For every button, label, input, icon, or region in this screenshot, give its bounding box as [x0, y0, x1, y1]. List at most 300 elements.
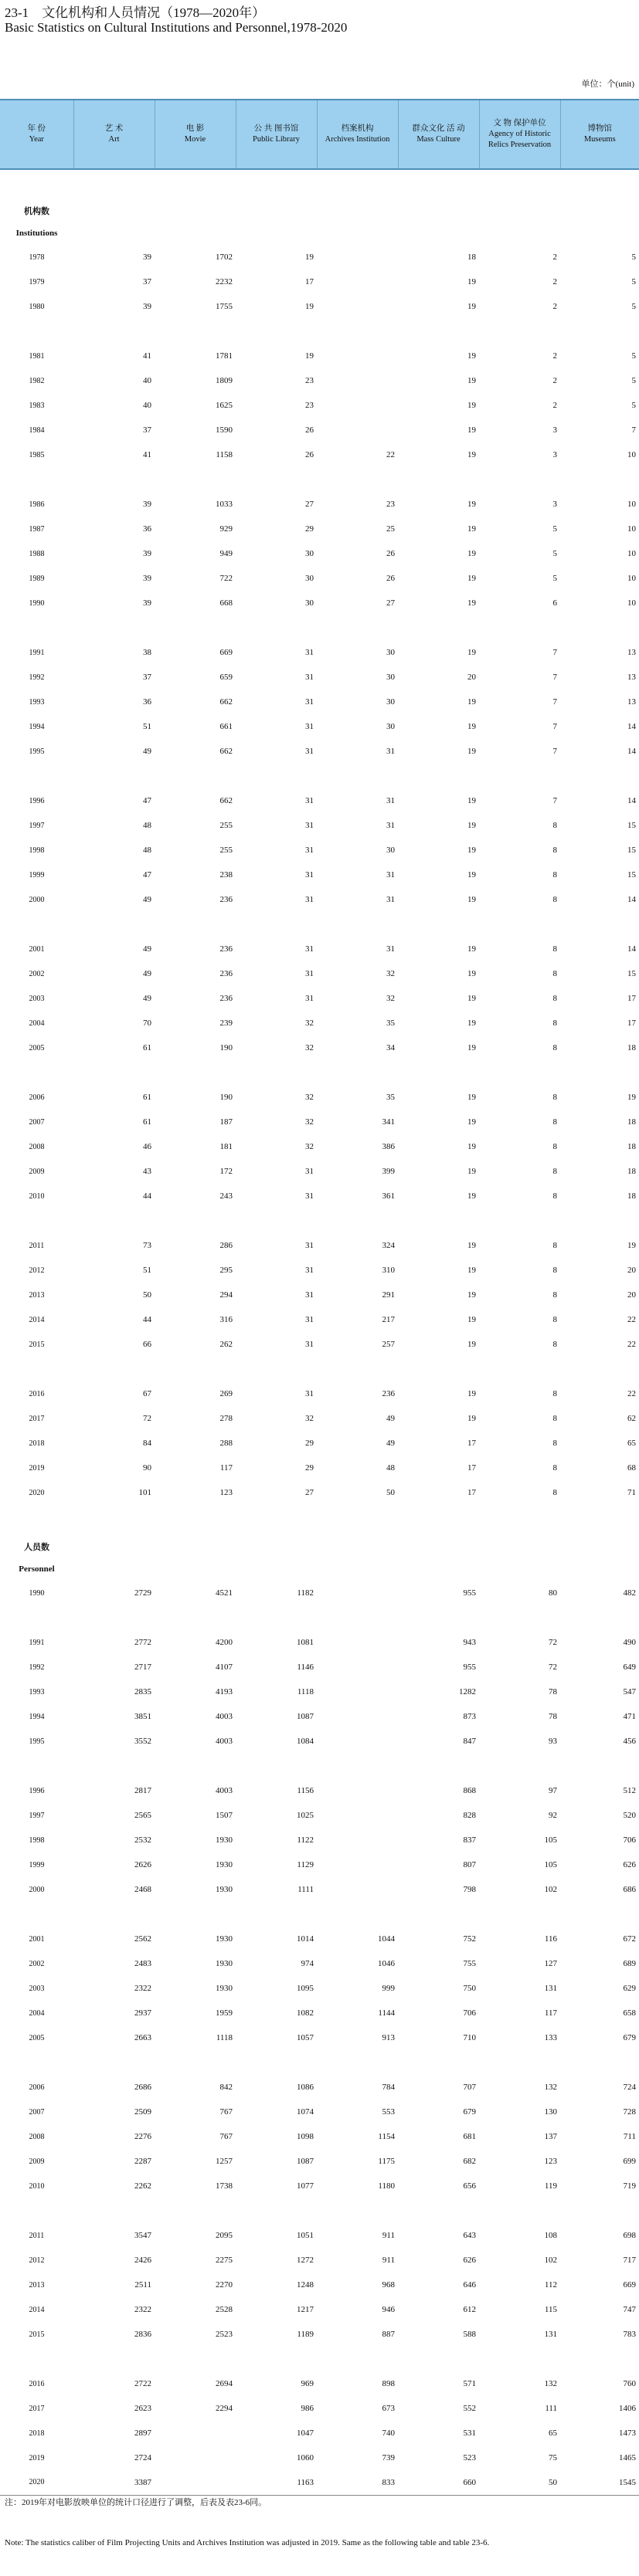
cell-archives: 999	[382, 1984, 395, 1993]
table-row	[0, 1085, 639, 1110]
cell-archives: 31	[386, 747, 395, 756]
cell-year: 1995	[29, 1737, 45, 1746]
cell-movie: 4107	[216, 1663, 233, 1672]
cell-museums: 629	[623, 1984, 636, 1993]
cell-public-library: 31	[305, 747, 314, 756]
cell-museums: 728	[623, 2107, 636, 2117]
cell-year: 1978	[29, 253, 45, 262]
cell-public-library: 1047	[297, 2429, 314, 2438]
cell-movie: 2528	[216, 2305, 233, 2314]
cell-year: 2013	[29, 1290, 45, 1300]
cell-art: 2717	[134, 1663, 151, 1672]
col-header-archives: 档案机构 Archives Institution	[317, 100, 398, 169]
cell-public-library: 986	[301, 2404, 314, 2413]
cell-archives: 23	[386, 500, 395, 509]
table-row	[0, 1011, 639, 1035]
cell-year: 1999	[29, 870, 45, 880]
cell-archives	[317, 1803, 398, 1828]
cell-mass-culture: 656	[463, 2181, 476, 2191]
table-row	[0, 1679, 639, 1704]
cell-archives: 30	[386, 648, 395, 657]
cell-year: 2010	[29, 1191, 45, 1201]
cell-public-library: 32	[305, 1414, 314, 1423]
cell-museums: 658	[623, 2008, 636, 2018]
cell-public-library: 27	[305, 500, 314, 509]
col-header-public-library: 公 共 图书馆 Public Library	[236, 100, 317, 169]
cell-mass-culture: 19	[467, 500, 476, 509]
cell-year: 1994	[29, 1712, 45, 1721]
cell-year: 2003	[29, 1984, 45, 1993]
cell-art: 2562	[134, 1934, 151, 1944]
cell-museums: 10	[627, 574, 636, 583]
cell-mass-culture: 19	[467, 1389, 476, 1398]
table-row	[0, 1655, 639, 1679]
cell-movie: 4193	[216, 1687, 233, 1696]
cell-relics: 72	[549, 1638, 557, 1647]
cell-mass-culture: 752	[463, 1934, 476, 1944]
table-row	[0, 269, 639, 294]
cell-movie: 239	[219, 1019, 233, 1028]
cell-year: 2007	[29, 1117, 45, 1127]
cell-mass-culture: 531	[463, 2429, 476, 2438]
cell-archives	[317, 1828, 398, 1852]
table-body	[0, 169, 639, 2512]
cell-archives: 35	[386, 1093, 395, 1102]
spacer-row	[0, 2050, 639, 2075]
cell-public-library: 31	[305, 994, 314, 1003]
cell-public-library: 26	[305, 450, 314, 459]
cell-movie: 181	[219, 1142, 233, 1151]
cell-relics: 8	[552, 1191, 557, 1201]
cell-art: 2287	[134, 2157, 151, 2166]
cell-archives	[317, 1581, 398, 1605]
cell-relics: 8	[552, 969, 557, 978]
cell-public-library: 974	[301, 1959, 314, 1968]
cell-archives: 30	[386, 673, 395, 682]
cell-art: 49	[143, 747, 151, 756]
cell-public-library: 1095	[297, 1984, 314, 1993]
cell-year: 2011	[29, 1241, 45, 1250]
cell-mass-culture: 19	[467, 1142, 476, 1151]
cell-year: 1992	[29, 1663, 45, 1672]
cell-movie: 2523	[216, 2330, 233, 2339]
cell-archives: 1154	[378, 2132, 395, 2141]
table-row	[0, 1877, 639, 1902]
cell-movie: 662	[219, 796, 233, 805]
cell-movie: 1930	[216, 1835, 233, 1845]
cell-movie: 190	[219, 1093, 233, 1102]
cell-relics: 72	[549, 1663, 557, 1672]
cell-museums: 71	[627, 1488, 636, 1497]
cell-public-library: 1182	[297, 1588, 314, 1598]
cell-mass-culture: 681	[463, 2132, 476, 2141]
cell-museums: 482	[623, 1588, 636, 1598]
cell-movie: 662	[219, 697, 233, 707]
cell-mass-culture: 798	[463, 1885, 476, 1894]
cell-movie: 662	[219, 747, 233, 756]
table-row	[0, 2371, 639, 2396]
cell-year: 2012	[29, 2256, 45, 2265]
cell-year: 2005	[29, 1043, 45, 1052]
table-row	[0, 393, 639, 418]
cell-relics: 50	[479, 2470, 560, 2495]
cell-museums: 17	[627, 994, 636, 1003]
cell-movie: 187	[219, 1117, 233, 1127]
cell-archives: 399	[382, 1167, 395, 1176]
cell-archives: 1180	[378, 2181, 395, 2191]
cell-archives: 1144	[378, 2008, 395, 2018]
cell-mass-culture: 18	[467, 253, 476, 262]
cell-public-library: 31	[305, 1266, 314, 1275]
cell-museums: 679	[623, 2033, 636, 2042]
cell-art: 2262	[134, 2181, 151, 2191]
cell-archives: 324	[382, 1241, 395, 1250]
cell-movie: 2275	[216, 2256, 233, 2265]
cell-relics: 116	[544, 1934, 557, 1944]
cell-movie: 661	[219, 722, 233, 731]
cell-public-library: 32	[305, 1093, 314, 1102]
table-row	[0, 541, 639, 566]
cell-public-library: 1082	[297, 2008, 314, 2018]
table-row	[0, 640, 639, 665]
cell-art: 38	[143, 648, 151, 657]
cell-mass-culture: 19	[467, 598, 476, 608]
cell-movie: 243	[219, 1191, 233, 1201]
cell-movie: 1930	[216, 1885, 233, 1894]
cell-movie: 255	[219, 846, 233, 855]
table-row	[0, 1233, 639, 1258]
cell-public-library: 969	[301, 2379, 314, 2388]
cell-art: 2426	[134, 2256, 151, 2265]
cell-mass-culture: 19	[467, 351, 476, 361]
cell-relics: 8	[552, 895, 557, 904]
cell-archives: 32	[386, 969, 395, 978]
cell-relics: 123	[544, 2157, 557, 2166]
cell-year: 2002	[29, 969, 45, 978]
table-row	[0, 690, 639, 714]
table-row	[0, 1852, 639, 1877]
cell-year: 1993	[29, 1687, 45, 1696]
cell-year: 2019	[29, 1463, 45, 1473]
cell-public-library: 32	[305, 1117, 314, 1127]
cell-relics: 8	[552, 1315, 557, 1324]
cell-year: 1983	[29, 401, 45, 410]
cell-movie: 2270	[216, 2280, 233, 2290]
cell-public-library: 32	[305, 1019, 314, 1028]
cell-movie: 929	[219, 524, 233, 534]
cell-relics: 8	[552, 994, 557, 1003]
cell-relics: 97	[549, 1786, 557, 1795]
table-row	[0, 1480, 639, 1505]
cell-relics: 105	[544, 1835, 557, 1845]
cell-art: 48	[143, 821, 151, 830]
cell-movie: 236	[219, 994, 233, 1003]
cell-mass-culture: 626	[463, 2256, 476, 2265]
cell-art: 36	[143, 697, 151, 707]
cell-art: 2817	[134, 1786, 151, 1795]
cell-movie: 1781	[216, 351, 233, 361]
cell-museums: 14	[627, 895, 636, 904]
cell-mass-culture: 710	[463, 2033, 476, 2042]
cell-mass-culture: 837	[463, 1835, 476, 1845]
table-row	[0, 1778, 639, 1803]
cell-year: 1991	[29, 1638, 45, 1647]
cell-mass-culture: 679	[463, 2107, 476, 2117]
cell-mass-culture: 19	[467, 1290, 476, 1300]
table-row	[0, 1803, 639, 1828]
cell-year: 2017	[29, 2404, 45, 2413]
cell-relics: 105	[544, 1860, 557, 1869]
cell-public-library: 23	[305, 376, 314, 385]
cell-mass-culture: 755	[463, 1959, 476, 1968]
cell-archives: 32	[386, 994, 395, 1003]
cell-art: 3387	[73, 2470, 155, 2495]
cell-public-library: 29	[305, 1463, 314, 1473]
cell-art: 51	[143, 722, 151, 731]
cell-movie: 278	[219, 1414, 233, 1423]
table-row	[0, 2446, 639, 2470]
cell-relics: 131	[544, 1984, 557, 1993]
cell-movie: 117	[219, 1463, 233, 1473]
cell-art: 66	[143, 1340, 151, 1349]
cell-relics: 137	[544, 2132, 557, 2141]
table-row	[0, 2470, 639, 2495]
table-row	[0, 961, 639, 986]
section-label-en: Institutions	[15, 229, 58, 238]
cell-year: 2002	[29, 1959, 45, 1968]
cell-year: 1992	[29, 673, 45, 682]
table-row	[0, 2273, 639, 2297]
table-row	[0, 2396, 639, 2421]
cell-movie: 2095	[216, 2231, 233, 2240]
cell-archives: 27	[386, 598, 395, 608]
cell-archives: 35	[386, 1019, 395, 1028]
cell-relics: 7	[552, 673, 557, 682]
cell-public-library: 29	[305, 1439, 314, 1448]
cell-mass-culture: 19	[467, 1167, 476, 1176]
cell-public-library: 1081	[297, 1638, 314, 1647]
cell-year: 2008	[29, 2132, 45, 2141]
cell-movie: 316	[219, 1315, 233, 1324]
cell-public-library: 1087	[297, 1712, 314, 1721]
cell-relics: 108	[544, 2231, 557, 2240]
cell-relics: 2	[552, 302, 557, 311]
cell-museums: 18	[627, 1167, 636, 1176]
cell-year: 2020	[29, 1488, 45, 1497]
cell-relics: 8	[552, 1241, 557, 1250]
cell-museums: 490	[623, 1638, 636, 1647]
cell-movie: 236	[219, 895, 233, 904]
cell-relics: 78	[549, 1687, 557, 1696]
table-row	[0, 2174, 639, 2198]
cell-museums: 22	[627, 1340, 636, 1349]
cell-archives: 26	[386, 574, 395, 583]
cell-art: 84	[143, 1439, 151, 1448]
cell-mass-culture: 19	[467, 846, 476, 855]
cell-mass-culture: 828	[463, 1811, 476, 1820]
table-row	[0, 1307, 639, 1332]
cell-archives	[317, 294, 398, 319]
cell-public-library: 32	[305, 1043, 314, 1052]
table-row	[0, 1035, 639, 1060]
cell-relics: 80	[549, 1588, 557, 1598]
cell-year: 1999	[29, 1860, 45, 1869]
cell-museums: 18	[627, 1117, 636, 1127]
cell-museums: 5	[631, 401, 636, 410]
cell-archives: 30	[386, 722, 395, 731]
cell-art: 43	[143, 1167, 151, 1176]
cell-relics: 8	[552, 1167, 557, 1176]
cell-relics: 93	[549, 1737, 557, 1746]
table-row	[0, 937, 639, 961]
cell-museums: 65	[627, 1439, 636, 1448]
cell-archives: 898	[382, 2379, 395, 2388]
cell-art: 44	[143, 1191, 151, 1201]
cell-mass-culture: 955	[463, 1588, 476, 1598]
cell-art: 39	[143, 549, 151, 558]
cell-museums: 1406	[619, 2404, 636, 2413]
cell-archives	[317, 1679, 398, 1704]
cell-year: 1997	[29, 1811, 45, 1820]
table-row	[0, 1456, 639, 1480]
cell-art: 51	[143, 1266, 151, 1275]
cell-museums: 10	[627, 598, 636, 608]
statistics-table	[0, 99, 639, 2512]
cell-movie: 262	[219, 1340, 233, 1349]
cell-public-library: 30	[305, 574, 314, 583]
cell-movie: 295	[219, 1266, 233, 1275]
cell-art: 2511	[134, 2280, 151, 2290]
table-row	[0, 442, 639, 467]
cell-archives: 22	[386, 450, 395, 459]
cell-public-library: 1060	[297, 2453, 314, 2462]
cell-archives: 26	[386, 549, 395, 558]
cell-movie: 4521	[216, 1588, 233, 1598]
cell-art: 2483	[134, 1959, 151, 1968]
cell-public-library: 23	[305, 401, 314, 410]
cell-mass-culture: 19	[467, 1191, 476, 1201]
cell-mass-culture: 552	[463, 2404, 476, 2413]
cell-movie: 269	[219, 1389, 233, 1398]
spacer-row	[0, 1208, 639, 1233]
cell-museums: 15	[627, 846, 636, 855]
cell-museums: 20	[627, 1266, 636, 1275]
table-row	[0, 813, 639, 838]
cell-archives	[317, 1852, 398, 1877]
cell-art: 2468	[134, 1885, 151, 1894]
cell-museums: 512	[623, 1786, 636, 1795]
spacer-row	[0, 1357, 639, 1381]
col-header-relics: 文 物 保护单位 Agency of Historic Relics Preservation	[479, 100, 560, 169]
cell-movie	[155, 2470, 236, 2495]
cell-public-library: 1118	[297, 1687, 314, 1696]
table-row	[0, 2223, 639, 2248]
cell-art: 67	[143, 1389, 151, 1398]
cell-museums: 699	[623, 2157, 636, 2166]
cell-movie: 1118	[216, 2033, 233, 2042]
table-row	[0, 986, 639, 1011]
cell-archives: 1175	[378, 2157, 395, 2166]
cell-year: 2016	[29, 1389, 45, 1398]
cell-public-library: 32	[305, 1142, 314, 1151]
cell-museums: 5	[631, 277, 636, 286]
cell-archives	[317, 368, 398, 393]
cell-mass-culture: 19	[467, 450, 476, 459]
cell-year: 1987	[29, 524, 45, 534]
cell-year: 1986	[29, 500, 45, 509]
cell-movie: 767	[219, 2107, 233, 2117]
cell-mass-culture: 17	[467, 1488, 476, 1497]
cell-movie: 1257	[216, 2157, 233, 2166]
cell-relics: 8	[552, 1019, 557, 1028]
cell-museums: 456	[623, 1737, 636, 1746]
cell-archives: 31	[386, 821, 395, 830]
table-row	[0, 1381, 639, 1406]
cell-archives: 49	[386, 1439, 395, 1448]
cell-art: 2897	[134, 2429, 151, 2438]
cell-movie: 294	[219, 1290, 233, 1300]
table-row	[0, 838, 639, 863]
cell-art: 2565	[134, 1811, 151, 1820]
cell-year: 1984	[29, 425, 45, 435]
cell-relics: 6	[552, 598, 557, 608]
cell-art: 50	[143, 1290, 151, 1300]
cell-movie: 1959	[216, 2008, 233, 2018]
cell-public-library: 31	[305, 969, 314, 978]
cell-art: 40	[143, 401, 151, 410]
cell-relics: 127	[544, 1959, 557, 1968]
table-row	[0, 1951, 639, 1976]
cell-art: 2836	[134, 2330, 151, 2339]
cell-relics: 115	[544, 2305, 557, 2314]
cell-mass-culture: 19	[467, 549, 476, 558]
cell-mass-culture: 868	[463, 1786, 476, 1795]
cell-public-library: 1074	[297, 2107, 314, 2117]
cell-archives: 291	[382, 1290, 395, 1300]
cell-year: 2015	[29, 2330, 45, 2339]
cell-public-library: 31	[305, 895, 314, 904]
table-row	[0, 2001, 639, 2025]
table-row	[0, 245, 639, 269]
cell-archives: 217	[382, 1315, 395, 1324]
table-row	[0, 368, 639, 393]
cell-year: 2016	[29, 2379, 45, 2388]
cell-movie: 1755	[216, 302, 233, 311]
cell-museums: 686	[623, 1885, 636, 1894]
cell-public-library: 1156	[297, 1786, 314, 1795]
cell-year: 2001	[29, 1934, 45, 1944]
cell-archives: 31	[386, 870, 395, 880]
page-title-cn: 23-1 文化机构和人员情况（1978—2020年）	[5, 5, 266, 20]
cell-mass-culture: 19	[467, 277, 476, 286]
cell-museums: 626	[623, 1860, 636, 1869]
cell-mass-culture: 17	[467, 1439, 476, 1448]
cell-relics: 2	[552, 376, 557, 385]
cell-year: 1980	[29, 302, 45, 311]
cell-relics: 8	[552, 1266, 557, 1275]
cell-movie: 288	[219, 1439, 233, 1448]
table-row	[0, 1184, 639, 1208]
cell-art: 101	[138, 1488, 151, 1497]
spacer-row	[0, 1754, 639, 1778]
cell-year: 2020	[0, 2470, 73, 2495]
cell-archives: 784	[382, 2083, 395, 2092]
cell-archives	[317, 269, 398, 294]
cell-relics: 3	[552, 500, 557, 509]
cell-relics: 8	[552, 1117, 557, 1127]
cell-mass-culture: 571	[463, 2379, 476, 2388]
cell-museums: 5	[631, 302, 636, 311]
